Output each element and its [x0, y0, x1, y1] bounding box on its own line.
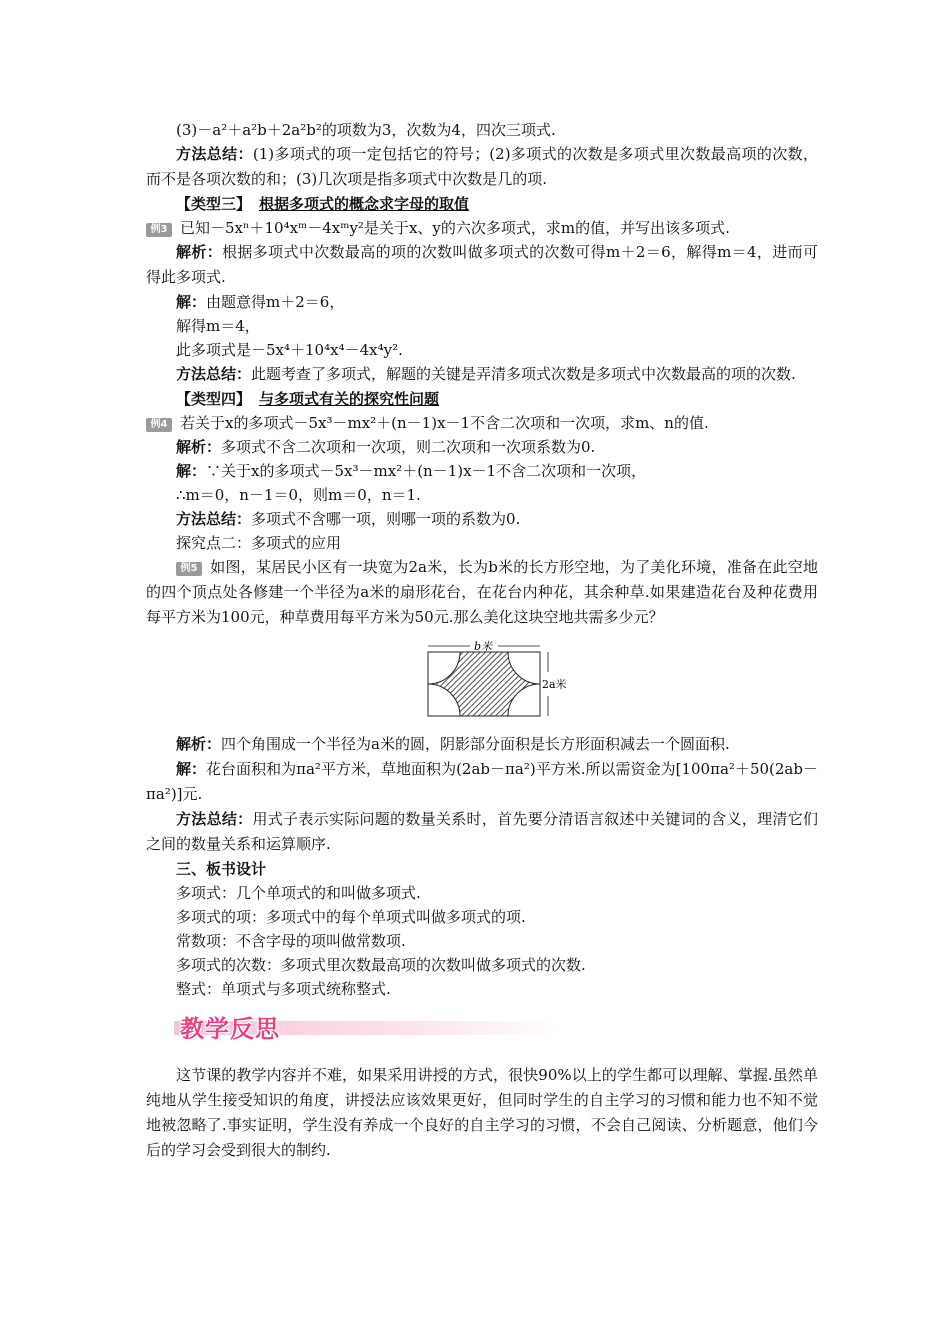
solution-3-line-2: 解得m＝4， — [176, 317, 260, 335]
reflection-paragraph: 这节课的教学内容并不难，如果采用讲授的方式，很快90%以上的学生都可以理解、掌握.虽然单纯地从学生接受知识的角度，讲授法应该效果更好，但同时学生的自主学习的习惯和能力也不知不觉地被忽略了.事实证明，学生没有养成一个良好的自主学习的习惯，不会自己阅读、分析题意，他们今后的学习会受到很大的制约. — [146, 1066, 818, 1159]
document-page — [146, 118, 818, 1163]
example-5: 例5 如图，某居民小区有一块宽为2a米，长为b米的长方形空地，为了美化环境，准备在此空地的四个顶点处各修建一个半径为a米的扇形花台，在花台内种花，其余种草.如果建造花台及种花费用每平方米为100元，种草费用每平方米为50元.那么美化这块空地共需多少元？ — [146, 558, 818, 626]
summary-3: 方法总结：此题考查了多项式，解题的关键是弄清多项式次数是多项式中次数最高的项的次数. — [176, 365, 796, 383]
summary-4: 方法总结：多项式不含哪一项，则哪一项的系数为0. — [176, 510, 521, 528]
answer-3: (3)－a²＋a²b＋2a²b²的项数为3，次数为4，四次三项式. — [176, 121, 556, 139]
reflection-banner — [174, 1009, 564, 1043]
analysis-3: 解析：根据多项式中次数最高的项的次数叫做多项式的次数可得m＋2＝6，解得m＝4，进而可得此多项式. — [146, 243, 818, 286]
example-3: 例3 已知－5xⁿ＋10⁴xᵐ－4xᵐy²是关于x、y的六次多项式，求m的值，并写出该多项式. — [146, 216, 818, 240]
example-4: 例4 若关于x的多项式－5x³－mx²＋(n－1)x－1不含二次项和一次项，求m、n的值. — [146, 411, 818, 435]
example-badge: 例4 — [146, 418, 172, 432]
solution-3-line-1: 解：由题意得m＋2＝6， — [176, 293, 345, 311]
explore-point-2: 探究点二：多项式的应用 — [176, 534, 342, 552]
example-badge: 例5 — [176, 562, 202, 576]
section-3-title: 三、板书设计 — [176, 860, 267, 878]
board-item-5: 整式：单项式与多项式统称整式. — [176, 980, 391, 998]
summary-1: 方法总结：(1)多项式的项一定包括它的符号；(2)多项式的次数是多项式里次数最高项的次数，而不是各项次数的和；(3)几次项是指多项式中次数是几的项. — [146, 145, 818, 188]
type-3-heading: 【类型三】 根据多项式的概念求字母的取值 — [176, 195, 470, 213]
board-item-2: 多项式的项：多项式中的每个单项式叫做多项式的项. — [176, 908, 526, 926]
height-label: 2a米 — [542, 678, 567, 691]
banner-title: 教学反思 — [180, 1015, 280, 1043]
analysis-5: 解析：四个角围成一个半径为a米的圆，阴影部分面积是长方形面积减去一个圆面积. — [176, 735, 730, 753]
board-item-3: 常数项：不含字母的项叫做常数项. — [176, 932, 406, 950]
solution-4-line-1: 解：∵关于x的多项式－5x³－mx²＋(n－1)x－1不含二次项和一次项， — [176, 462, 647, 480]
board-item-4: 多项式的次数：多项式里次数最高项的次数叫做多项式的次数. — [176, 956, 586, 974]
type-4-heading: 【类型四】 与多项式有关的探究性问题 — [176, 390, 440, 408]
analysis-4: 解析：多项式不含二次项和一次项，则二次项和一次项系数为0. — [176, 438, 596, 456]
garden-figure — [418, 640, 568, 722]
example-badge: 例3 — [146, 223, 172, 237]
width-label: b米 — [474, 640, 493, 653]
summary-5: 方法总结：用式子表示实际问题的数量关系时，首先要分清语言叙述中关键词的含义，理清它们之间的数量关系和运算顺序. — [146, 810, 818, 853]
solution-4-line-2: ∴m＝0，n－1＝0，则m＝0，n＝1. — [176, 486, 421, 504]
solution-3-line-3: 此多项式是－5x⁴＋10⁴x⁴－4x⁴y². — [176, 341, 403, 359]
board-item-1: 多项式：几个单项式的和叫做多项式. — [176, 884, 421, 902]
solution-5: 解：花台面积和为πa²平方米，草地面积为(2ab－πa²)平方米.所以需资金为[100πa²＋50(2ab－πa²)]元. — [146, 760, 818, 803]
shaded-grass-region — [428, 652, 540, 716]
